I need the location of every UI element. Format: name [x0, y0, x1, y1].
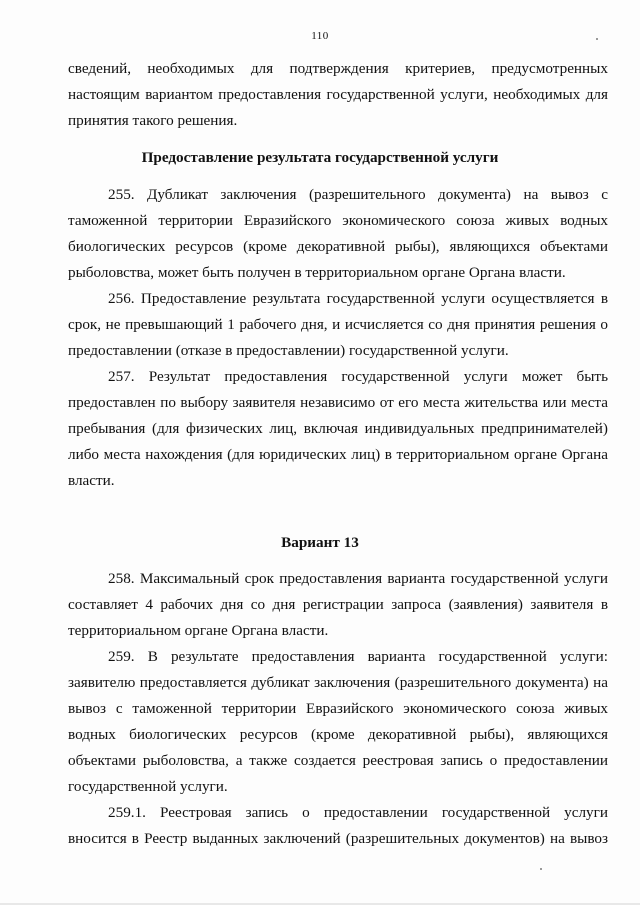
intro-block	[68, 56, 608, 134]
paragraph-255: 255. Дубликат заключения (разрешительного документа) на вывоз с таможенной территории Евразийского экономического союза живых водных биологических ресурсов (кроме декоративной рыбы), являющихся объектами рыболовства, может быть получен в территориальном органе Органа власти.	[68, 186, 608, 281]
paragraph-256: 256. Предоставление результата государственной услуги осуществляется в срок, не превышающий 1 рабочего дня, и исчисляется со дня принятия решения о предоставлении (отказе в предоставлении) государственной услуги.	[68, 290, 608, 359]
paragraph-259: 259. В результате предоставления варианта государственной услуги: заявителю предоставляется дубликат заключения (разрешительного документа) на вывоз с таможенной территории Евразийского экономического союза живых водных биологических ресурсов (кроме декоративной рыбы), являющихся объектами рыболовства, а также создается реестровая запись о предоставлении государственной услуги.	[68, 648, 608, 795]
scan-speck	[596, 38, 598, 40]
section-heading-result: Предоставление результата государственной услуги	[141, 149, 499, 166]
section-result-body	[68, 182, 608, 494]
section-heading-variant: Вариант 13	[281, 534, 359, 551]
paragraph-259-1: 259.1. Реестровая запись о предоставлении государственной услуги вносится в Реестр выданных заключений (разрешительных документов) на вывоз	[68, 804, 608, 847]
paragraph-257: 257. Результат предоставления государственной услуги может быть предоставлен по выбору заявителя независимо от его места жительства или места пребывания (для физических лиц, включая индивидуальных предпринимателей) либо места нахождения (для юридических лиц) в территориальном органе Органа власти.	[68, 368, 608, 489]
page-number: 110	[311, 30, 329, 42]
scan-speck	[540, 868, 542, 870]
paragraph-258: 258. Максимальный срок предоставления варианта государственной услуги составляет 4 рабочих дня со дня регистрации запроса (заявления) заявителя в территориальном органе Органа власти.	[68, 570, 608, 639]
section-variant-body	[68, 566, 608, 852]
intro-paragraph: сведений, необходимых для подтверждения критериев, предусмотренных настоящим вариантом предоставления государственной услуги, необходимых для принятия такого решения.	[68, 60, 608, 129]
